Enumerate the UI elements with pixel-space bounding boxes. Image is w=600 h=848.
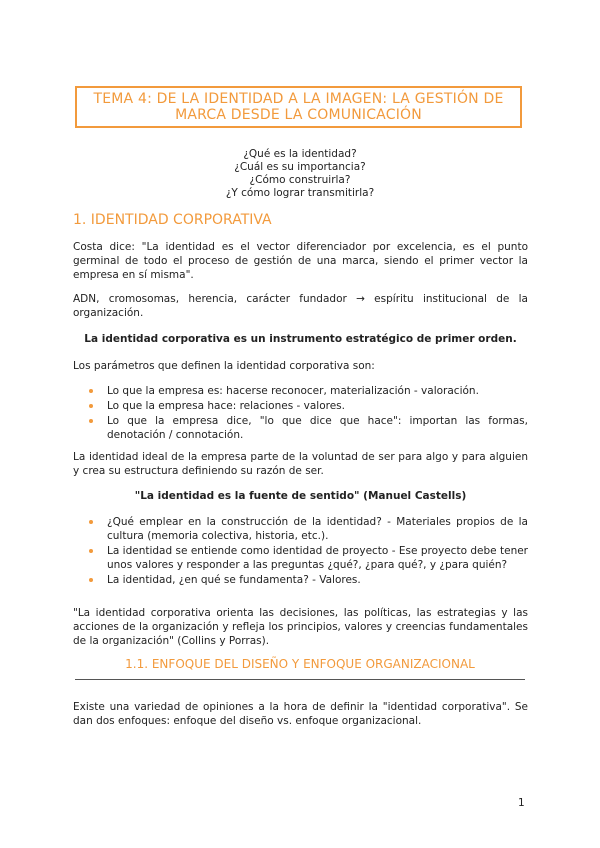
question: ¿Cuál es su importancia? (234, 161, 366, 173)
bullet-list (73, 384, 528, 443)
paragraph: Costa dice: "La identidad es el vector diferenciador por excelencia, es el punto germinal de todo el proceso de gestión de una marca, siendo el primer vector la empresa en sí misma". (73, 241, 528, 281)
bullet-dot-icon (89, 389, 93, 393)
questions-block (0, 148, 600, 200)
list-item: Lo que la empresa hace: relaciones - valores. (73, 399, 528, 413)
divider (75, 679, 525, 680)
question: ¿Qué es la identidad? (243, 148, 357, 160)
bullet-dot-icon (89, 549, 93, 553)
bullet-dot-icon (89, 578, 93, 582)
emphasis-statement: La identidad corporativa es un instrumento estratégico de primer orden. (84, 333, 517, 345)
list-item: Lo que la empresa dice, "lo que dice que hace": importan las formas, denotación / connotación. (73, 414, 528, 442)
bullet-dot-icon (89, 404, 93, 408)
title-line-2: MARCA DESDE LA COMUNICACIÓN (175, 107, 422, 123)
paragraph: La identidad ideal de la empresa parte de la voluntad de ser para algo y para alguien y crea su estructura definiendo su razón de ser. (73, 451, 528, 477)
subsection-heading: 1.1. ENFOQUE DEL DISEÑO Y ENFOQUE ORGANIZACIONAL (125, 657, 475, 671)
title-line-1: TEMA 4: DE LA IDENTIDAD A LA IMAGEN: LA GESTIÓN DE (93, 91, 504, 107)
page-number: 1 (518, 797, 525, 809)
list-item: ¿Qué emplear en la construcción de la identidad? - Materiales propios de la cultura (memoria colectiva, historia, etc.). (73, 515, 528, 543)
question: ¿Cómo construirla? (249, 174, 351, 186)
bullet-dot-icon (89, 520, 93, 524)
list-item: Lo que la empresa es: hacerse reconocer, materialización - valoración. (73, 384, 528, 398)
paragraph: Existe una variedad de opiniones a la hora de definir la "identidad corporativa". Se dan dos enfoques: enfoque del diseño vs. enfoque organizacional. (73, 701, 528, 727)
bullet-list (73, 515, 528, 588)
list-item: La identidad, ¿en qué se fundamenta? - Valores. (73, 573, 528, 587)
section-heading: 1. IDENTIDAD CORPORATIVA (73, 212, 272, 228)
quote-statement: "La identidad es la fuente de sentido" (Manuel Castells) (134, 490, 467, 502)
paragraph: ADN, cromosomas, herencia, carácter fundador → espíritu institucional de la organización. (73, 293, 528, 319)
bullet-dot-icon (89, 419, 93, 423)
paragraph: Los parámetros que definen la identidad corporativa son: (73, 360, 375, 372)
question: ¿Y cómo lograr transmitirla? (225, 187, 375, 199)
paragraph: "La identidad corporativa orienta las decisiones, las políticas, las estrategias y las acciones de la organización y refleja los principios, valores y creencias fundamentales de la organización" (Collins y Porras). (73, 607, 528, 647)
list-item: La identidad se entiende como identidad de proyecto - Ese proyecto debe tener unos valores y responder a las preguntas ¿qué?, ¿para qué?, y ¿para quién? (73, 544, 528, 572)
title-box (75, 86, 522, 128)
